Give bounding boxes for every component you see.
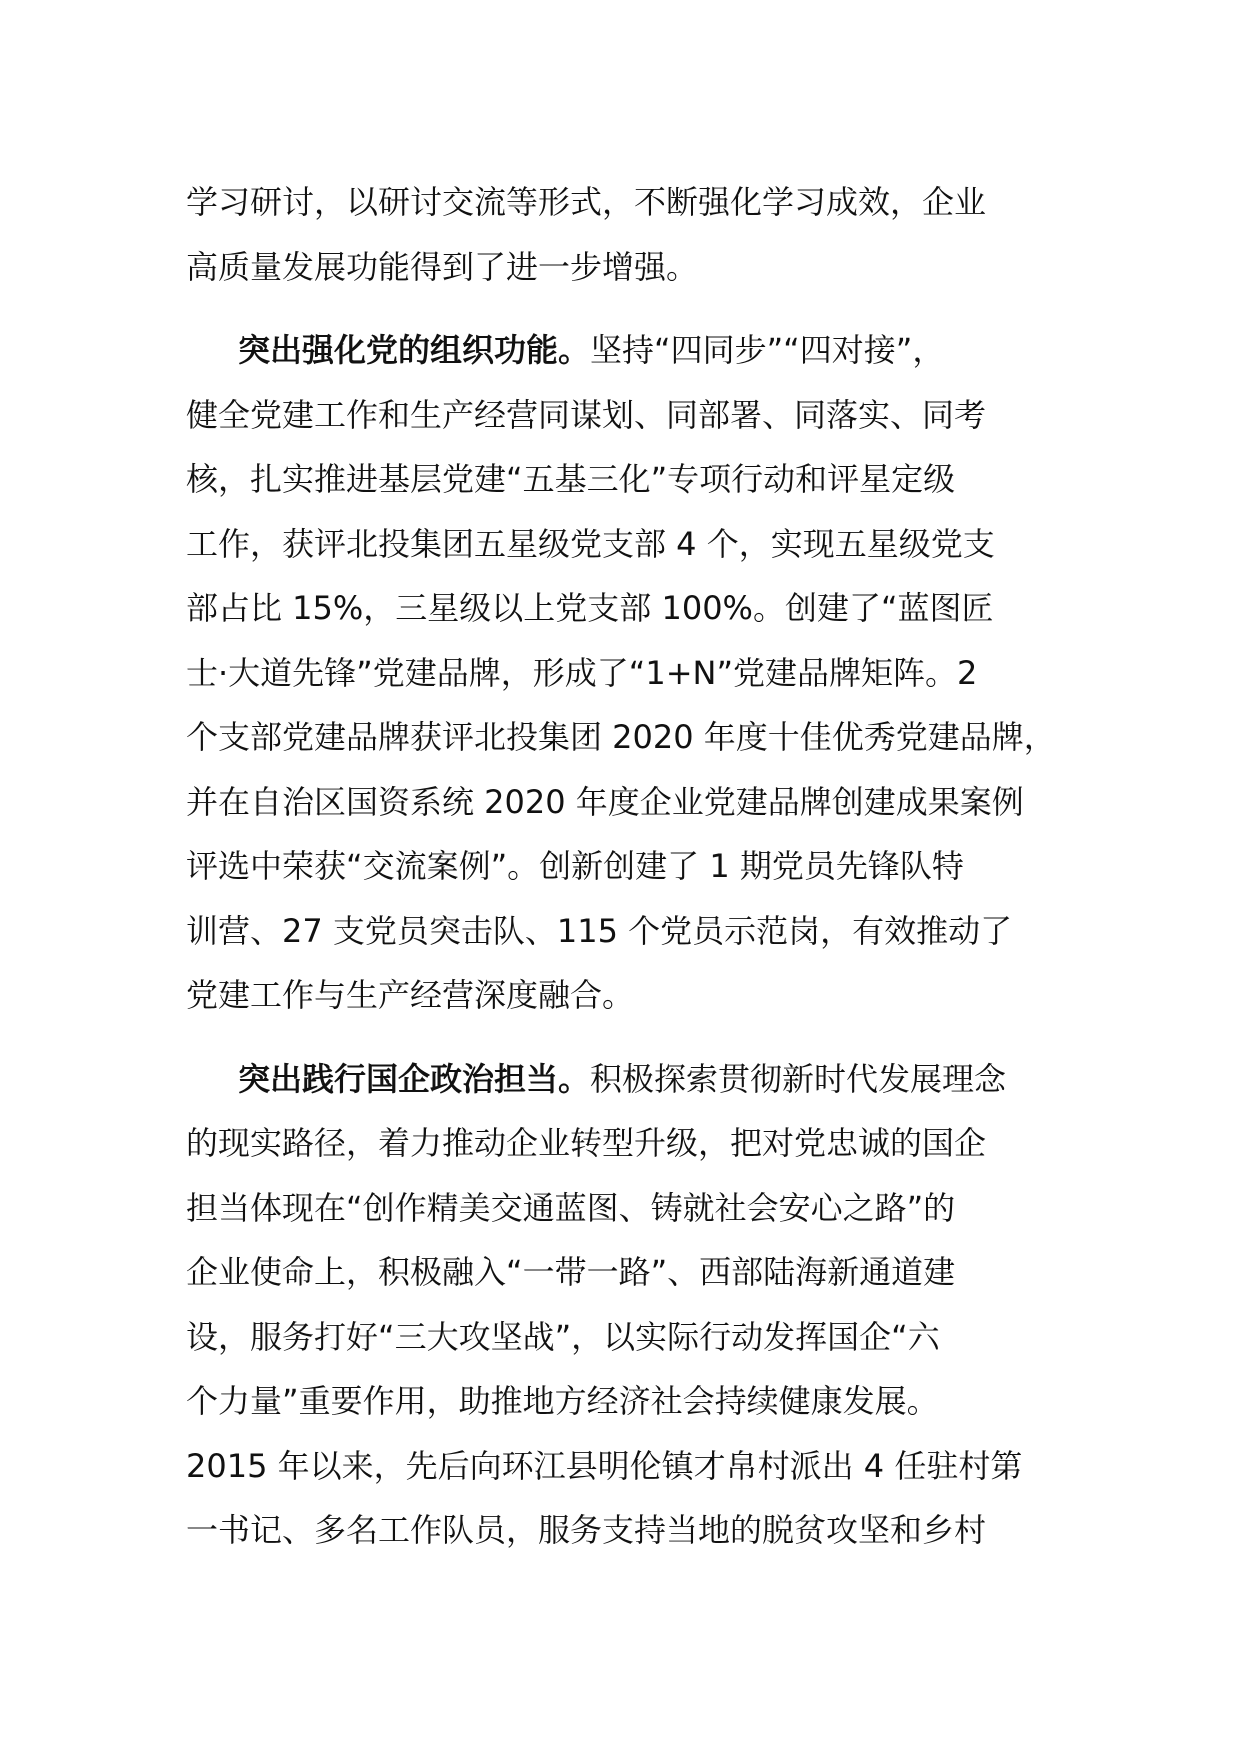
- text-line: 核，扎实推进基层党建“五基三化”专项行动和评星定级: [186, 460, 956, 498]
- text-line: 高质量发展功能得到了进一步增强。: [186, 247, 699, 286]
- document-body: [186, 170, 1086, 1563]
- first-line-text: 坚持“四同步”“四对接”，: [590, 331, 945, 369]
- text-line: 士·大道先锋”党建品牌，形成了“1+N”党建品牌矩阵。2: [186, 653, 978, 692]
- text-line: 企业使命上，积极融入“一带一路”、西部陆海新通道建: [186, 1253, 956, 1291]
- paragraph-heading: 突出践行国企政治担当。: [238, 1059, 591, 1098]
- text-line: 评选中荣获“交流案例”。创新创建了 1 期党员先锋队特: [186, 847, 964, 885]
- text-line: 的现实路径，着力推动企业转型升级，把对党忠诚的国企: [186, 1124, 987, 1162]
- paragraph-study: [186, 170, 1086, 299]
- text-line: 个力量”重要作用，助推地方经济社会持续健康发展。: [186, 1382, 939, 1420]
- text-line: 个支部党建品牌获评北投集团 2020 年度十佳优秀党建品牌，: [186, 718, 1056, 756]
- text-line: 部占比 15%，三星级以上党支部 100%。创建了“蓝图匠: [186, 589, 994, 627]
- text-line: 并在自治区国资系统 2020 年度企业党建品牌创建成果案例: [186, 782, 1024, 821]
- paragraph-first-line: [186, 1047, 1086, 1112]
- text-line: 一书记、多名工作队员，服务支持当地的脱贫攻坚和乡村: [186, 1511, 987, 1549]
- paragraph-organization: [186, 318, 1086, 1028]
- paragraph-heading: 突出强化党的组织功能。: [238, 331, 591, 369]
- text-line: 健全党建工作和生产经营同谋划、同部署、同落实、同考: [186, 395, 987, 434]
- text-line: 训营、27 支党员突击队、115 个党员示范岗，有效推动了: [186, 911, 1013, 950]
- first-line-text: 积极探索贯彻新时代发展理念: [590, 1059, 1007, 1098]
- text-line: 2015 年以来，先后向环江县明伦镇才帛村派出 4 任驻村第: [186, 1446, 1023, 1485]
- text-line: 学习研讨，以研讨交流等形式，不断强化学习成效，企业: [186, 183, 987, 221]
- text-line: 工作，获评北投集团五星级党支部 4 个，实现五星级党支: [186, 524, 995, 563]
- text-line: 党建工作与生产经营深度融合。: [186, 976, 635, 1014]
- paragraph-responsibility: [186, 1047, 1086, 1563]
- text-line: 担当体现在“创作精美交通蓝图、铸就社会安心之路”的: [186, 1188, 956, 1227]
- paragraph-first-line: [186, 318, 1086, 383]
- text-line: 设，服务打好“三大攻坚战”，以实际行动发挥国企“六: [186, 1317, 940, 1356]
